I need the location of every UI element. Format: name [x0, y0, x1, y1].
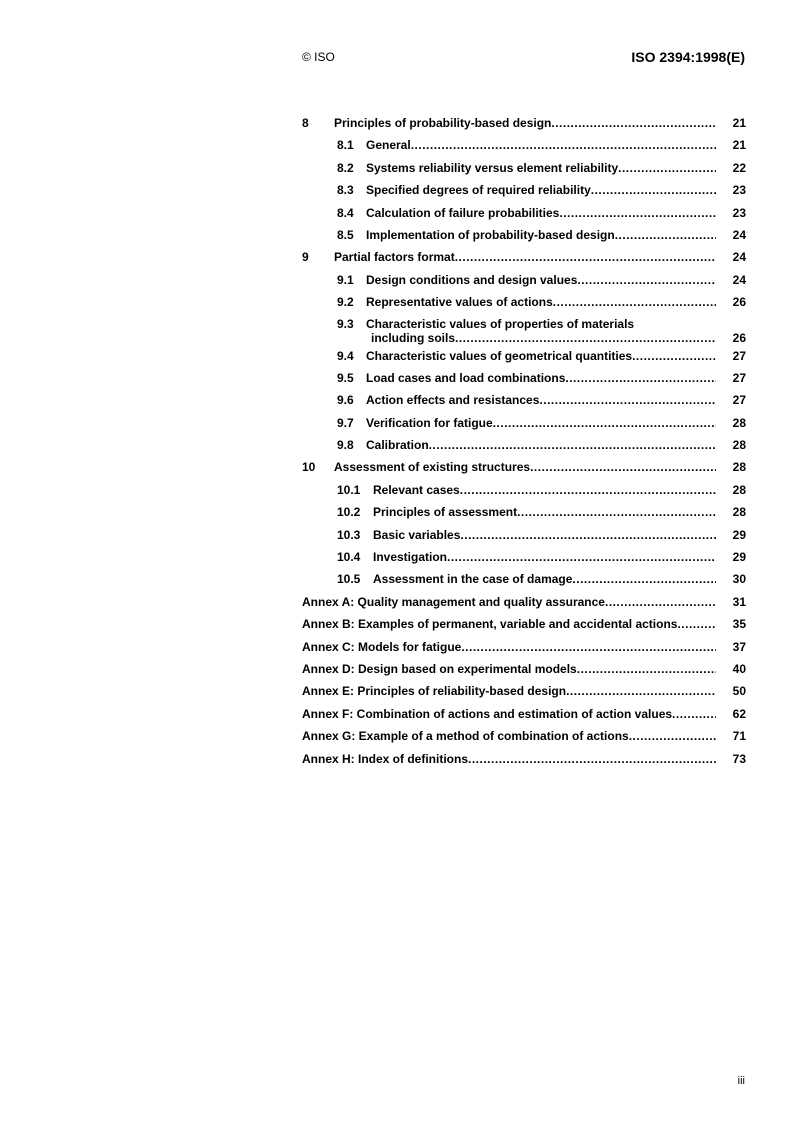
toc-entry-title: Load cases and load combinations — [366, 370, 566, 385]
toc-entry-page: 21 — [732, 138, 746, 153]
toc-entry-page: 23 — [732, 183, 746, 198]
toc-entry-number: 9.6 — [337, 393, 354, 408]
toc-entry-number: 9.7 — [337, 415, 354, 430]
dot-leader — [411, 134, 716, 156]
toc-entry-number: 10.4 — [337, 550, 361, 565]
toc-entry[interactable] — [302, 613, 746, 635]
toc-entry-number: 9.5 — [337, 370, 354, 385]
dot-leader — [551, 112, 716, 134]
toc-entry-title: Systems reliability versus element reliability — [366, 160, 619, 175]
toc-entry[interactable] — [302, 680, 746, 702]
toc-entry-number: 9.8 — [337, 438, 354, 453]
toc-entry-number: 10 — [302, 460, 316, 475]
dot-leader — [577, 269, 716, 291]
toc-entry-number: 9.2 — [337, 295, 354, 310]
toc-entry-number: 8 — [302, 116, 309, 130]
document-id: ISO 2394:1998(E) — [631, 49, 745, 65]
toc-entry[interactable] — [302, 246, 746, 268]
toc-entry[interactable] — [302, 112, 746, 134]
toc-entry-title-continued: including soils — [371, 330, 456, 345]
page-number: iii — [737, 1075, 745, 1087]
toc-entry[interactable] — [302, 524, 746, 546]
toc-entry-page: 24 — [732, 227, 746, 242]
toc-entry-title: Principles of assessment — [373, 505, 518, 520]
toc-entry[interactable] — [302, 224, 746, 246]
dot-leader — [539, 389, 716, 411]
toc-entry-page: 26 — [732, 295, 746, 310]
toc-entry-page: 28 — [732, 438, 746, 453]
toc-entry-page: 28 — [732, 505, 746, 520]
toc-entry-page: 50 — [732, 684, 746, 699]
toc-entry-number: 8.5 — [337, 227, 354, 242]
toc-entry-page: 24 — [732, 250, 746, 265]
toc-entry[interactable] — [302, 546, 746, 568]
toc-entry[interactable] — [302, 179, 746, 201]
dot-leader — [460, 479, 716, 501]
toc-entry-page: 23 — [732, 205, 746, 220]
toc-entry-title: Annex F: Combination of actions and estimation of action values — [302, 706, 673, 721]
toc-entry-title: Characteristic values of geometrical quantities — [366, 348, 633, 363]
toc-entry-number: 10.2 — [337, 505, 361, 520]
toc-entry[interactable] — [302, 636, 746, 658]
toc-entry-title: Annex A: Quality management and quality assurance — [302, 594, 605, 609]
dot-leader — [565, 367, 716, 389]
toc-entry-number: 8.4 — [337, 205, 354, 220]
dot-leader — [460, 524, 716, 546]
dot-leader — [672, 703, 716, 725]
toc-entry-page: 21 — [732, 116, 746, 130]
dot-leader — [629, 725, 716, 747]
toc-entry[interactable] — [302, 134, 746, 156]
toc-entry-title: Annex B: Examples of permanent, variable and accidental actions — [302, 617, 678, 632]
toc-entry-number: 8.3 — [337, 183, 354, 198]
dot-leader — [455, 246, 716, 268]
dot-leader — [517, 501, 716, 523]
toc-entry[interactable] — [302, 501, 746, 523]
toc-entry-page: 29 — [732, 550, 746, 565]
dot-leader — [591, 179, 716, 201]
toc-entry-title: Calculation of failure probabilities — [366, 205, 560, 220]
toc-entry-title: Basic variables — [373, 527, 461, 542]
toc-entry-page: 40 — [732, 661, 746, 676]
toc-entry-title: Annex C: Models for fatigue — [302, 639, 462, 654]
toc-entry-page: 22 — [732, 160, 746, 175]
toc-entry-page: 35 — [732, 617, 746, 632]
toc-entry-title: Investigation — [373, 550, 448, 565]
toc-entry-title: Calibration — [366, 438, 429, 453]
toc-entry-title: Verification for fatigue — [366, 415, 493, 430]
toc-entry-page: 27 — [732, 348, 746, 363]
toc-entry-number: 10.3 — [337, 527, 361, 542]
toc-entry[interactable] — [302, 389, 746, 411]
toc-entry[interactable] — [302, 412, 746, 434]
dot-leader — [447, 546, 716, 568]
toc-entry-number: 9 — [302, 250, 309, 265]
toc-entry-number: 10.5 — [337, 572, 361, 587]
dot-leader — [461, 636, 716, 658]
toc-entry[interactable] — [302, 314, 746, 345]
toc-entry-page: 24 — [732, 272, 746, 287]
dot-leader — [455, 331, 716, 345]
toc-entry-title: Annex G: Example of a method of combination of actions — [302, 729, 629, 744]
toc-entry-title: General — [366, 138, 411, 153]
toc-entry-title: Relevant cases — [373, 482, 460, 497]
toc-entry-title: Specified degrees of required reliability — [366, 183, 591, 198]
toc-entry[interactable] — [302, 456, 746, 478]
toc-entry-number: 10.1 — [337, 482, 361, 497]
dot-leader — [530, 456, 716, 478]
toc-entry-number: 9.4 — [337, 348, 354, 363]
toc-entry-page: 27 — [732, 393, 746, 408]
toc-entry[interactable] — [302, 658, 746, 680]
copyright-label: © ISO — [302, 50, 335, 64]
toc-entry-title: Design conditions and design values — [366, 272, 578, 287]
toc-entry-number: 8.2 — [337, 160, 354, 175]
dot-leader — [429, 434, 716, 456]
dot-leader — [618, 157, 716, 179]
toc-entry-page: 62 — [732, 706, 746, 721]
toc-entry-title: Representative values of actions — [366, 295, 553, 310]
toc-entry[interactable] — [302, 725, 746, 747]
dot-leader — [559, 202, 716, 224]
toc-entry-title: Assessment of existing structures — [334, 460, 531, 475]
toc-entry-title: Annex E: Principles of reliability-based design — [302, 684, 567, 699]
toc-entry-title: Annex H: Index of definitions — [302, 751, 469, 766]
dot-leader — [553, 291, 716, 313]
toc-entry-title: Characteristic values of properties of materials — [366, 316, 635, 331]
dot-leader — [605, 591, 716, 613]
dot-leader — [572, 568, 716, 590]
toc-entry-page: 27 — [732, 370, 746, 385]
dot-leader — [632, 345, 716, 367]
toc-entry[interactable] — [302, 479, 746, 501]
toc-entry[interactable] — [302, 568, 746, 590]
toc-entry[interactable] — [302, 367, 746, 389]
toc-entry-page: 37 — [732, 639, 746, 654]
toc-entry-page: 31 — [732, 594, 746, 609]
toc-entry-page: 28 — [732, 460, 746, 475]
dot-leader — [677, 613, 716, 635]
toc-entry[interactable] — [302, 748, 746, 770]
toc-entry[interactable] — [302, 269, 746, 291]
dot-leader — [566, 680, 716, 702]
toc-entry-page: 29 — [732, 527, 746, 542]
toc-entry-title: Assessment in the case of damage — [373, 572, 573, 587]
toc-entry[interactable] — [302, 291, 746, 313]
toc-entry-number: 8.1 — [337, 138, 354, 153]
dot-leader — [493, 412, 716, 434]
toc-entry-title: Partial factors format — [334, 250, 455, 265]
toc-entry-page: 28 — [732, 415, 746, 430]
toc-entry-title: Action effects and resistances — [366, 393, 540, 408]
dot-leader — [468, 748, 716, 770]
toc-entry-page: 71 — [732, 729, 746, 744]
toc-entry-title: Implementation of probability-based design — [366, 227, 615, 242]
dot-leader — [577, 658, 716, 680]
toc-entry-page: 26 — [732, 330, 746, 345]
toc-entry[interactable] — [302, 157, 746, 179]
toc-entry-page: 28 — [732, 482, 746, 497]
toc-entry[interactable] — [302, 434, 746, 456]
toc-entry-number: 9.3 — [337, 316, 354, 331]
dot-leader — [615, 224, 716, 246]
toc-entry[interactable] — [302, 345, 746, 367]
toc-entry-title: Principles of probability-based design — [334, 116, 552, 130]
toc-entry[interactable] — [302, 591, 746, 613]
toc-entry[interactable] — [302, 703, 746, 725]
toc-entry[interactable] — [302, 202, 746, 224]
toc-entry-number: 9.1 — [337, 272, 354, 287]
toc-entry-title: Annex D: Design based on experimental models — [302, 661, 577, 676]
toc-entry-page: 73 — [732, 751, 746, 766]
toc-entry-page: 30 — [732, 572, 746, 587]
table-of-contents — [302, 112, 746, 770]
